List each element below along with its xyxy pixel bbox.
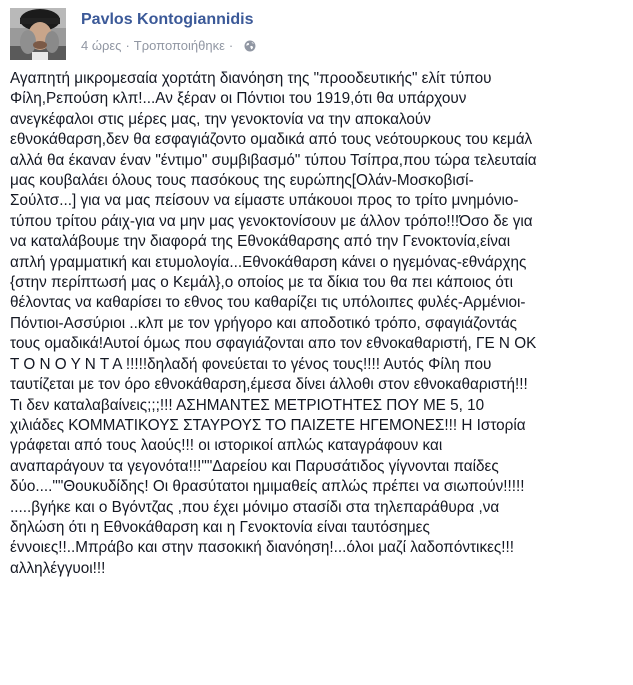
post-text-line: γράφεται από τους λαούς!!! οι ιστορικοί απλώς καταγράφουν και xyxy=(10,437,443,455)
post-text-line: Φίλη,Ρεπούση κλπ!...Αν ξέραν οι Πόντιοι του 1919,ότι θα υπάρχουν xyxy=(10,90,467,108)
post-text xyxy=(10,69,622,579)
post-text-line: ανεγκέφαλοι στις μέρες μας, την γενοκτονία να την αποκαλούν xyxy=(10,110,431,128)
post-text-line: έννοιες!!..Μπράβο και στην πασοκική διανόηση!...όλοι μαζί λαδοπόντικες!!! xyxy=(10,539,515,557)
post-text-line: αναπαράγουν τα γεγονότα!!!""Δαρείου και Παρυσάτιδος γίγνονται παίδες xyxy=(10,457,499,475)
author-name[interactable]: Pavlos Kontogiannidis xyxy=(81,11,254,28)
post-text-line: Τι δεν καταλαβαίνεις;;;!!! ΑΣΗΜΑΝΤΕΣ ΜΕΤΡΙΟΤΗΤΕΣ ΠΟΥ ΜΕ 5, 10 xyxy=(10,396,485,414)
post-text-line: μας κουβαλάει όλους τους πασόκους της ευρώπης[Ολάν-Μοσκοβισί- xyxy=(10,172,474,190)
post-text-line: Σούλτσ...] για να μας πείσουν να είμαστε υπάκουοι προς το τρίτο μνημόνιο- xyxy=(10,192,519,210)
edited-label[interactable]: Τροποποιήθηκε xyxy=(133,38,225,53)
post-text-line: να καταλάβουμε την διαφορά της Εθνοκάθαρσης από την Γενοκτονία,είναι xyxy=(10,233,511,251)
post-text-line: αλληλέγγυοι!!! xyxy=(10,559,106,577)
post-text-line: {στην περίπτωσή μας ο Κεμάλ},ο οποίος με τα δίκια του θα πει κάποιος ότι xyxy=(10,274,513,292)
post-text-line: Πόντιοι-Ασσύριοι ..κλπ με τον γρήγορο και αποδοτικό τρόπο, σφαγιάζοντάς xyxy=(10,314,518,332)
post-timestamp[interactable]: 4 ώρες xyxy=(81,38,122,53)
post-text-line: αλλά θα έκαναν έναν "έντιμο" συμβιβασμό" τύπου Τσίπρα,που τώρα τελευταία xyxy=(10,151,537,169)
post-text-line: Τ Ο Ν Ο Υ Ν Τ Α !!!!!δηλαδή φονεύεται το γένος τους!!!! Αυτός Φίλη που xyxy=(10,355,492,373)
post-text-line: τύπου τρίτου ράιχ-για να μην μας γενοκτονίσουν με άλλον τρόπο!!!Όσο δε για xyxy=(10,212,533,230)
meta-separator: · xyxy=(228,38,234,53)
post-text-line: τους ομαδικά!Αυτοί όμως που σφαγιάζονται απο τον εθνοκαθαριστή, ΓΕ Ν ΟΚ xyxy=(10,335,537,353)
globe-icon[interactable] xyxy=(244,40,256,52)
post-text-line: εθνοκάθαρση,δεν θα εσφαγιάζοντο ομαδικά από τους νεότουρκους του κεμάλ xyxy=(10,131,533,149)
post-meta xyxy=(81,38,256,53)
post-text-line: δηλώση ότι η Εθνοκάθαρση και η Γενοκτονία είναι ταυτόσημες xyxy=(10,518,430,536)
post-text-line: δύο....""Θουκυδίδης! Οι θρασύτατοι ημιμαθείς απλώς πρέπει να σιωπούν!!!!! xyxy=(10,478,525,496)
post-text-line: .....βγήκε και ο Βγόντζας ,που έχει μόνιμο στασίδι στα τηλεπαράθυρα ,να xyxy=(10,498,500,516)
post-text-line: Αγαπητή μικρομεσαία χορτάτη διανόηση της "προοδευτικής" ελίτ τύπου xyxy=(10,70,492,87)
avatar-photo xyxy=(10,8,66,60)
post-text-line: απλή γραμματική και ετυμολογία...Εθνοκάθαρση κάνει ο ηγεμόνας-εθνάρχης xyxy=(10,253,527,271)
post-text-line: ταυτίζεται με τον όρο εθνοκάθαρση,έμεσα δίνει άλλοθι στον εθνοκαθαριστή!!! xyxy=(10,376,528,394)
post-text-line: θέλοντας να καθαρίσει το εθνος του καθαρίζει τις υπόλοιπες φυλές-Αρμένιοι- xyxy=(10,294,526,312)
avatar[interactable] xyxy=(10,8,66,60)
meta-separator: · xyxy=(125,38,130,53)
post-header xyxy=(10,8,623,60)
post-text-line: χιλιάδες ΚΟΜΜΑΤΙΚΟΥΣ ΣΤΑΥΡΟΥΣ ΤΟ ΠΑΙΖΕΤΕ ΗΓΕΜΟΝΕΣ!!! Η Ιστορία xyxy=(10,416,526,434)
